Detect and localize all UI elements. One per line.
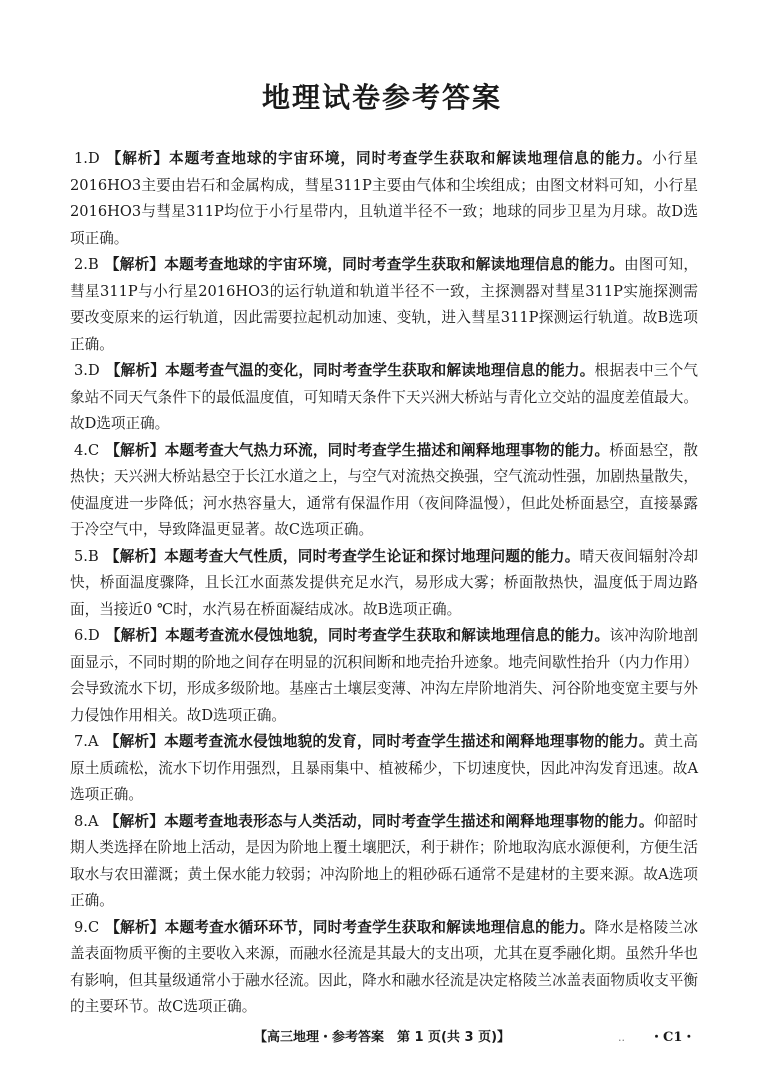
footer-page-info: 【高三地理・参考答案 第 1 页(共 3 页)】 — [253, 1030, 511, 1045]
item-number: 7. — [74, 733, 88, 750]
analysis-tag: 【解析】 — [105, 918, 165, 936]
analysis-tag: 【解析】 — [105, 150, 169, 167]
page-title: 地理试卷参考答案 — [261, 81, 502, 114]
answer-list — [70, 146, 698, 1021]
analysis-tag: 【解析】 — [104, 547, 165, 565]
item-text: 由图可知，彗星311P与小行星2016HO3的运行轨道和轨道半径不一致，主探测器对彗星311P实施探测需要改变原来的运行轨道，因此需要拉起机动加速、变轨，进入彗星311P探测运行轨道。故B选项正确。 — [70, 256, 698, 353]
item-number: 5. — [74, 547, 88, 565]
answer-item-9 — [70, 915, 698, 1021]
item-focus: 本题考查大气热力环流，同时考查学生描述和阐释地理事物的能力。 — [164, 441, 610, 459]
answer-item-1 — [70, 146, 698, 252]
item-focus: 本题考查地球的宇宙环境，同时考查学生获取和解读地理信息的能力。 — [164, 256, 625, 273]
item-answer: D — [87, 362, 100, 379]
item-answer: C — [87, 918, 100, 936]
item-answer: D — [87, 627, 100, 644]
footer-code: ・C1・ — [650, 1030, 696, 1045]
answer-item-8 — [70, 809, 698, 915]
item-text: 根据表中三个气象站不同天气条件下的最低温度值，可知晴天条件下天兴洲大桥站与青化立交站的温度差值最大。故D选项正确。 — [70, 362, 698, 432]
item-number: 6. — [74, 627, 88, 644]
item-number: 8. — [74, 812, 88, 830]
item-focus: 本题考查水循环环节，同时考查学生获取和解读地理信息的能力。 — [164, 918, 595, 936]
item-focus: 本题考查地球的宇宙环境，同时考查学生获取和解读地理信息的能力。 — [168, 150, 653, 167]
analysis-tag: 【解析】 — [104, 733, 165, 750]
item-answer: C — [87, 441, 100, 459]
item-answer: D — [87, 150, 100, 167]
item-answer: B — [87, 256, 99, 273]
item-answer: A — [87, 733, 99, 750]
item-text: 小行星2016HO3主要由岩石和金属构成，彗星311P主要由气体和尘埃组成；由图文材料可知，小行星2016HO3与彗星311P均位于小行星带内，且轨道半径不一致；地球的同步卫星为月球。故D选项正确。 — [70, 150, 698, 247]
item-answer: A — [87, 812, 99, 830]
item-text: 降水是格陵兰冰盖表面物质平衡的主要收入来源，而融水径流是其最大的支出项，尤其在夏季融化期。虽然升华也有影响，但其量级通常小于融水径流。因此，降水和融水径流是决定格陵兰冰盖表面物质收支平衡的主要环节。故C选项正确。 — [70, 918, 698, 1015]
item-number: 4. — [74, 441, 88, 459]
analysis-tag: 【解析】 — [105, 441, 165, 459]
item-focus: 本题考查地表形态与人类活动，同时考查学生描述和阐释地理事物的能力。 — [164, 812, 654, 830]
item-focus: 本题考查流水侵蚀地貌，同时考查学生获取和解读地理信息的能力。 — [165, 627, 610, 644]
answer-item-5 — [70, 544, 698, 624]
item-number: 9. — [74, 918, 88, 936]
item-focus: 本题考查气温的变化，同时考查学生获取和解读地理信息的能力。 — [165, 362, 595, 379]
item-focus: 本题考查流水侵蚀地貌的发育，同时考查学生描述和阐释地理事物的能力。 — [164, 733, 654, 750]
item-number: 2. — [74, 256, 88, 273]
item-number: 1. — [74, 150, 88, 167]
analysis-tag: 【解析】 — [104, 812, 165, 830]
item-text: 晴天夜间辐射冷却快，桥面温度骤降，且长江水面蒸发提供充足水汽，易形成大雾；桥面散热快，温度低于周边路面，当接近0 ℃时，水汽易在桥面凝结成冰。故B选项正确。 — [70, 547, 698, 618]
analysis-tag: 【解析】 — [105, 627, 166, 644]
analysis-tag: 【解析】 — [104, 256, 165, 273]
page-footer — [0, 1027, 764, 1049]
analysis-tag: 【解析】 — [105, 362, 166, 379]
item-text: 该冲沟阶地剖面显示，不同时期的阶地之间存在明显的沉积间断和地壳抬升迹象。地壳间歇性抬升（内力作用）会导致流水下切，形成多级阶地。基座古土壤层变薄、冲沟左岸阶地消失、河谷阶地变宽主要与外力侵蚀作用相关。故D选项正确。 — [70, 627, 698, 724]
item-number: 3. — [74, 362, 88, 379]
answer-item-3 — [70, 358, 698, 438]
item-focus: 本题考查大气性质，同时考查学生论证和探讨地理问题的能力。 — [164, 547, 580, 565]
item-answer: B — [87, 547, 99, 565]
answer-item-2 — [70, 252, 698, 358]
item-text: 黄土高原土质疏松，流水下切作用强烈，且暴雨集中、植被稀少，下切速度快，因此冲沟发育迅速。故A选项正确。 — [70, 733, 698, 803]
answer-item-7 — [70, 729, 698, 809]
footer-mark: .. — [618, 1031, 625, 1044]
item-text: 仰韶时期人类选择在阶地上活动，是因为阶地上覆土壤肥沃，利于耕作；阶地取沟底水源便利，方便生活取水与农田灌溉；黄土保水能力较弱；冲沟阶地上的粗砂砾石通常不是建材的主要来源。故A选项正确。 — [70, 812, 698, 909]
answer-item-4 — [70, 438, 698, 544]
answer-item-6 — [70, 623, 698, 729]
item-text: 桥面悬空，散热快；天兴洲大桥站悬空于长江水道之上，与空气对流热交换强，空气流动性强，加剧热量散失，使温度进一步降低；河水热容量大，通常有保温作用（夜间降温慢），但此处桥面悬空，直接暴露于冷空气中，导致降温更显著。故C选项正确。 — [70, 441, 698, 538]
